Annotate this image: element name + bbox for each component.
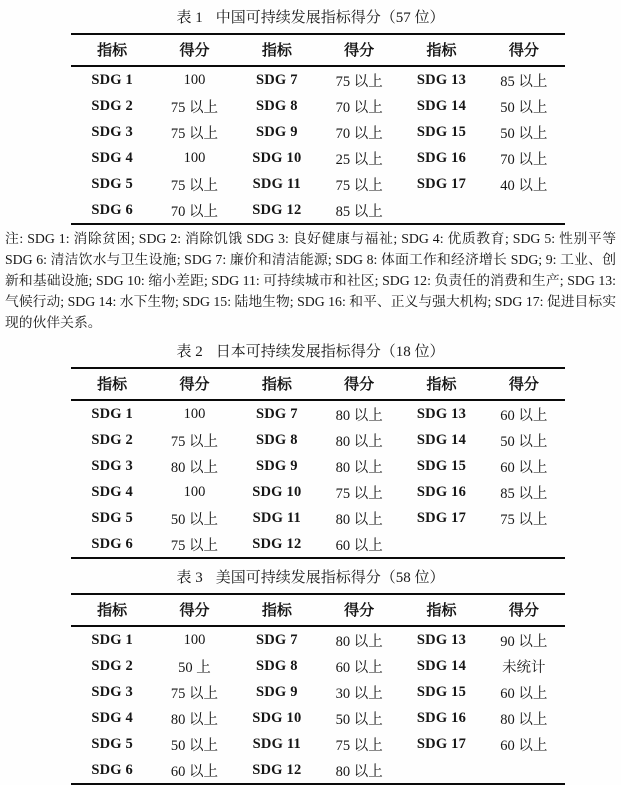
table-row bbox=[71, 679, 565, 705]
column-header-indicator: 指标 bbox=[400, 34, 482, 66]
sdg-score-cell: 75 以上 bbox=[170, 177, 219, 194]
sdg-score-cell: 85 以上 bbox=[335, 203, 383, 220]
column-header-indicator: 指标 bbox=[236, 594, 318, 626]
table-row bbox=[71, 119, 565, 145]
header-row bbox=[71, 34, 565, 66]
sdg-score-cell: 60 以上 bbox=[335, 537, 383, 554]
sdg-indicator-cell: SDG 2 bbox=[91, 657, 134, 674]
table-row bbox=[71, 66, 565, 93]
sdg-indicator-cell: SDG 11 bbox=[252, 509, 301, 526]
sdg-indicator-cell: SDG 1 bbox=[91, 71, 134, 88]
table-title: 中国可持续发展指标得分（57 位） bbox=[215, 10, 445, 26]
sdg-indicator-cell: SDG 14 bbox=[416, 431, 467, 448]
column-header-indicator: 指标 bbox=[71, 594, 153, 626]
table-row bbox=[71, 197, 565, 224]
table-row bbox=[71, 453, 565, 479]
sdg-indicator-cell: SDG 5 bbox=[91, 509, 134, 526]
sdg-score-cell bbox=[483, 197, 565, 224]
table-number: 表 2 bbox=[176, 344, 203, 360]
sdg-indicator-cell: SDG 3 bbox=[91, 683, 134, 700]
sdg-indicator-cell: SDG 8 bbox=[255, 657, 298, 674]
sdg-score-cell: 100 bbox=[183, 149, 206, 166]
table-row bbox=[71, 427, 565, 453]
sdg-score-cell: 80 以上 bbox=[335, 459, 383, 476]
column-header-score: 得分 bbox=[483, 368, 565, 400]
sdg-score-cell bbox=[483, 531, 565, 558]
sdg-indicator-cell: SDG 7 bbox=[255, 71, 298, 88]
column-header-score: 得分 bbox=[318, 34, 400, 66]
sdg-score-cell: 75 以上 bbox=[335, 177, 383, 194]
sdg-indicator-cell: SDG 16 bbox=[416, 149, 467, 166]
sdg-score-cell: 70 以上 bbox=[335, 99, 383, 116]
sdg-indicator-cell: SDG 16 bbox=[416, 709, 467, 726]
sdg-score-cell: 50 以上 bbox=[500, 433, 548, 450]
sdg-score-cell: 75 以上 bbox=[335, 73, 383, 90]
sdg-score-cell: 未统计 bbox=[502, 659, 546, 676]
column-header-indicator: 指标 bbox=[400, 594, 482, 626]
sdg-indicator-cell: SDG 11 bbox=[252, 175, 301, 192]
table-title: 美国可持续发展指标得分（58 位） bbox=[215, 570, 445, 586]
sdg-score-cell: 80 以上 bbox=[335, 433, 383, 450]
sdg-indicator-cell: SDG 13 bbox=[416, 71, 467, 88]
sdg-indicator-cell: SDG 5 bbox=[91, 735, 134, 752]
sdg-indicator-cell: SDG 13 bbox=[416, 405, 467, 422]
sdg-score-cell: 60 以上 bbox=[500, 685, 548, 702]
table-number: 表 3 bbox=[176, 570, 203, 586]
sdg-indicator-cell: SDG 10 bbox=[252, 709, 302, 726]
sdg-score-cell: 100 bbox=[183, 71, 206, 88]
column-header-indicator: 指标 bbox=[236, 34, 318, 66]
table-row bbox=[71, 705, 565, 731]
column-header-score: 得分 bbox=[318, 594, 400, 626]
sdg-score-cell: 100 bbox=[183, 631, 206, 648]
sdg-score-cell: 80 以上 bbox=[335, 511, 383, 528]
column-header-indicator: 指标 bbox=[236, 368, 318, 400]
table-section-japan bbox=[0, 343, 621, 559]
table-caption bbox=[0, 569, 621, 588]
sdg-score-cell: 90 以上 bbox=[500, 633, 548, 650]
sdg-indicator-cell: SDG 6 bbox=[91, 761, 134, 778]
sdg-score-cell: 75 以上 bbox=[170, 125, 219, 142]
sdg-score-cell: 75 以上 bbox=[170, 99, 219, 116]
column-header-score: 得分 bbox=[153, 594, 235, 626]
sdg-score-cell: 75 以上 bbox=[500, 511, 548, 528]
table-footnote: 注: SDG 1: 消除贫困; SDG 2: 消除饥饿 SDG 3: 良好健康与福祉; SDG 4: 优质教育; SDG 5: 性别平等 SDG 6: 清洁饮水与卫生设施; SDG 7: 廉价和清洁能源; SDG 8: 体面工作和经济增长 SDG; 9: 工业、创新和基础设施; SDG 10: 缩小差距; SDG 11: 可持续城市和社区; SDG 12: 负责任的消费和生产; SDG 13: 气候行动; SDG 14: 水下生物; SDG 15: 陆地生物; SDG 16: 和平、正义与强大机构; SDG 17: 促进目标实现的伙伴关系。 bbox=[5, 231, 616, 330]
column-header-indicator: 指标 bbox=[400, 368, 482, 400]
sdg-score-cell: 50 以上 bbox=[170, 511, 219, 528]
sdg-score-table-usa bbox=[71, 593, 565, 785]
sdg-indicator-cell: SDG 7 bbox=[255, 405, 298, 422]
sdg-indicator-cell: SDG 9 bbox=[255, 683, 298, 700]
table-row bbox=[71, 93, 565, 119]
sdg-indicator-cell: SDG 10 bbox=[252, 483, 302, 500]
sdg-score-cell: 80 以上 bbox=[170, 711, 219, 728]
sdg-indicator-cell: SDG 9 bbox=[255, 457, 298, 474]
header-row bbox=[71, 368, 565, 400]
column-header-score: 得分 bbox=[153, 368, 235, 400]
sdg-score-cell: 70 以上 bbox=[170, 203, 219, 220]
sdg-score-cell: 75 以上 bbox=[170, 433, 219, 450]
column-header-score: 得分 bbox=[483, 594, 565, 626]
sdg-score-cell: 60 以上 bbox=[500, 737, 548, 754]
sdg-indicator-cell: SDG 8 bbox=[255, 431, 298, 448]
sdg-score-cell: 60 以上 bbox=[335, 659, 383, 676]
sdg-score-cell: 60 以上 bbox=[500, 407, 548, 424]
sdg-score-cell: 75 以上 bbox=[335, 737, 383, 754]
sdg-indicator-cell: SDG 14 bbox=[416, 97, 467, 114]
sdg-score-cell: 80 以上 bbox=[335, 407, 383, 424]
sdg-indicator-cell: SDG 4 bbox=[91, 149, 134, 166]
sdg-indicator-cell: SDG 3 bbox=[91, 457, 134, 474]
sdg-indicator-cell: SDG 12 bbox=[252, 761, 302, 778]
column-header-indicator: 指标 bbox=[71, 34, 153, 66]
sdg-indicator-cell: SDG 10 bbox=[252, 149, 302, 166]
sdg-score-cell: 40 以上 bbox=[500, 177, 548, 194]
sdg-score-cell: 50 以上 bbox=[500, 99, 548, 116]
sdg-indicator-cell: SDG 4 bbox=[91, 709, 134, 726]
sdg-indicator-cell: SDG 6 bbox=[91, 201, 134, 218]
sdg-score-cell: 50 以上 bbox=[500, 125, 548, 142]
sdg-indicator-cell: SDG 8 bbox=[255, 97, 298, 114]
sdg-score-cell: 50 以上 bbox=[335, 711, 383, 728]
table-row bbox=[71, 531, 565, 558]
sdg-indicator-cell bbox=[400, 531, 482, 558]
sdg-indicator-cell: SDG 5 bbox=[91, 175, 134, 192]
sdg-indicator-cell: SDG 2 bbox=[91, 97, 134, 114]
header-row bbox=[71, 594, 565, 626]
sdg-indicator-cell: SDG 1 bbox=[91, 405, 134, 422]
sdg-indicator-cell bbox=[400, 197, 482, 224]
sdg-score-cell: 70 以上 bbox=[335, 125, 383, 142]
sdg-indicator-cell: SDG 2 bbox=[91, 431, 134, 448]
sdg-indicator-cell: SDG 3 bbox=[91, 123, 134, 140]
sdg-indicator-cell: SDG 15 bbox=[416, 683, 467, 700]
column-header-score: 得分 bbox=[318, 368, 400, 400]
sdg-score-cell: 50 以上 bbox=[170, 737, 219, 754]
sdg-score-cell: 85 以上 bbox=[500, 73, 548, 90]
table-number: 表 1 bbox=[176, 10, 203, 26]
table-caption bbox=[0, 343, 621, 362]
sdg-indicator-cell: SDG 6 bbox=[91, 535, 134, 552]
sdg-indicator-cell: SDG 13 bbox=[416, 631, 467, 648]
sdg-indicator-cell: SDG 15 bbox=[416, 123, 467, 140]
sdg-score-cell: 75 以上 bbox=[335, 485, 383, 502]
sdg-score-cell: 70 以上 bbox=[500, 151, 548, 168]
sdg-indicator-cell: SDG 17 bbox=[416, 735, 467, 752]
table-row bbox=[71, 400, 565, 427]
sdg-indicator-cell: SDG 15 bbox=[416, 457, 467, 474]
sdg-score-cell: 75 以上 bbox=[170, 685, 219, 702]
column-header-score: 得分 bbox=[153, 34, 235, 66]
sdg-score-cell: 30 以上 bbox=[335, 685, 383, 702]
sdg-indicator-cell: SDG 17 bbox=[416, 509, 467, 526]
table-section-usa bbox=[0, 569, 621, 785]
sdg-indicator-cell: SDG 17 bbox=[416, 175, 467, 192]
sdg-score-cell: 80 以上 bbox=[335, 633, 383, 650]
sdg-score-table-japan bbox=[71, 367, 565, 559]
sdg-score-cell: 60 以上 bbox=[170, 763, 219, 780]
table-row bbox=[71, 626, 565, 653]
sdg-indicator-cell: SDG 12 bbox=[252, 201, 302, 218]
sdg-score-cell: 80 以上 bbox=[170, 459, 219, 476]
sdg-score-cell: 50 上 bbox=[178, 659, 211, 676]
table-caption bbox=[0, 0, 621, 28]
sdg-score-cell: 85 以上 bbox=[500, 485, 548, 502]
sdg-indicator-cell: SDG 4 bbox=[91, 483, 134, 500]
sdg-score-cell: 80 以上 bbox=[500, 711, 548, 728]
sdg-score-cell: 100 bbox=[183, 483, 206, 500]
sdg-score-cell: 80 以上 bbox=[335, 763, 383, 780]
sdg-indicator-cell: SDG 12 bbox=[252, 535, 302, 552]
table-row bbox=[71, 505, 565, 531]
sdg-indicator-cell: SDG 11 bbox=[252, 735, 301, 752]
sdg-score-table-china bbox=[71, 33, 565, 225]
sdg-indicator-cell: SDG 16 bbox=[416, 483, 467, 500]
column-header-indicator: 指标 bbox=[71, 368, 153, 400]
sdg-indicator-cell: SDG 1 bbox=[91, 631, 134, 648]
column-header-score: 得分 bbox=[483, 34, 565, 66]
table-section-china bbox=[0, 0, 621, 225]
table-row bbox=[71, 171, 565, 197]
sdg-score-cell: 25 以上 bbox=[335, 151, 383, 168]
table-title: 日本可持续发展指标得分（18 位） bbox=[215, 344, 445, 360]
table-row bbox=[71, 145, 565, 171]
table-row bbox=[71, 731, 565, 757]
sdg-indicator-cell: SDG 9 bbox=[255, 123, 298, 140]
sdg-indicator-cell: SDG 14 bbox=[416, 657, 467, 674]
sdg-score-cell: 75 以上 bbox=[170, 537, 219, 554]
sdg-score-cell: 100 bbox=[183, 405, 206, 422]
sdg-score-cell: 60 以上 bbox=[500, 459, 548, 476]
table-row bbox=[71, 479, 565, 505]
table-row bbox=[71, 653, 565, 679]
sdg-indicator-cell: SDG 7 bbox=[255, 631, 298, 648]
